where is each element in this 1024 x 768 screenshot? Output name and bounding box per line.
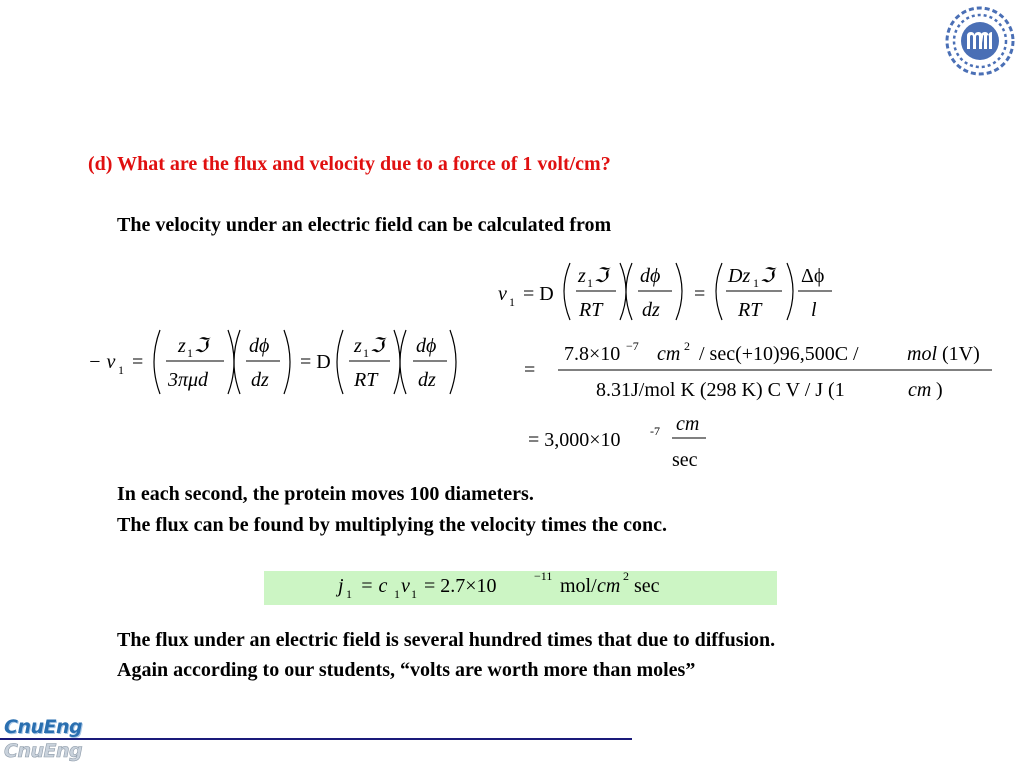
eq-frac3-den: RT <box>738 299 762 321</box>
eq-left-equals-D: = D <box>300 351 331 373</box>
eq-left-frac3-num: z <box>354 335 362 357</box>
eq-left-frac4-den: dz <box>418 369 436 391</box>
eq-flux-unit-b-exp: 2 <box>623 569 629 583</box>
eq-num-c: / sec(+10)96,500C / <box>699 343 859 365</box>
eq-left-lhs: − v <box>88 351 116 373</box>
eq-result-frac-den: sec <box>672 449 698 471</box>
eq-frac2-num: dϕ <box>640 265 661 287</box>
eq-flux-value: = 2.7×10 <box>424 575 497 597</box>
eq-flux-c-sub: 1 <box>394 587 400 601</box>
eq-flux-v-sub: 1 <box>411 587 417 601</box>
footer-divider <box>0 738 632 740</box>
eq-left-lhs-sub: 1 <box>118 363 124 377</box>
eq-left-frac1-num-tail: ℑ <box>194 335 208 357</box>
eq-num-e: (1V) <box>942 343 980 365</box>
eq-frac3-num-tail: ℑ <box>760 265 774 287</box>
eq-frac4-den: l <box>811 299 817 321</box>
eq-num-d: mol <box>907 343 937 365</box>
eq-num-b: cm <box>657 343 681 365</box>
eq-flux-unit-a: mol/ <box>560 575 597 597</box>
eq-den-a: 8.31J/mol K (298 K) C V / J (1 <box>596 379 845 401</box>
eq-frac2-den: dz <box>642 299 660 321</box>
eq-flux-j-sub: 1 <box>346 587 352 601</box>
eq-left-frac1-num-sub: 1 <box>187 346 193 360</box>
eq-frac3-num: Dz <box>728 265 751 287</box>
eq-left-frac3-den: RT <box>354 369 378 391</box>
result-line-2: The flux can be found by multiplying the velocity times the conc. <box>117 514 668 536</box>
eq-frac4-num: Δϕ <box>801 265 825 287</box>
eq-frac3-num-sub: 1 <box>753 276 759 290</box>
eq-left-frac3-num-tail: ℑ <box>370 335 384 357</box>
eq-flux-unit-c: sec <box>634 575 660 597</box>
question-heading: (d) What are the flux and velocity due to a force of 1 volt/cm? <box>88 153 611 175</box>
eq-flux-exp: −11 <box>534 569 553 583</box>
eq-equals-2: = <box>694 283 706 305</box>
eq-left-frac1-num: z <box>178 335 186 357</box>
eq-result-exp: -7 <box>650 424 660 438</box>
eq-flux-v: v <box>401 575 410 597</box>
eq-left-equals: = <box>132 351 144 373</box>
eq-frac1-den: RT <box>579 299 603 321</box>
eq-left-frac3-num-sub: 1 <box>363 346 369 360</box>
eq-den-b: cm <box>908 379 932 401</box>
eq-frac1-num: z <box>578 265 586 287</box>
footer-brand-logo-shadow: CnuEng <box>4 740 83 762</box>
eq-num-a: 7.8×10 <box>564 343 621 365</box>
eq-flux-unit-b: cm <box>597 575 621 597</box>
eq-num-a-exp: −7 <box>626 339 639 353</box>
eq-left-frac2-den: dz <box>251 369 269 391</box>
eq-flux-j: j <box>338 575 344 597</box>
eq-result-value: = 3,000×10 <box>528 429 621 451</box>
velocity-result <box>524 412 724 472</box>
velocity-equation-general <box>498 258 838 324</box>
eq-left-frac1-den: 3πμd <box>168 369 209 391</box>
eq-result-frac-num: cm <box>676 413 700 435</box>
velocity-numeric-substitution <box>524 338 994 408</box>
result-line-1: In each second, the protein moves 100 diameters. <box>117 483 534 505</box>
university-seal-icon <box>945 6 1015 76</box>
eq-left-frac4-num: dϕ <box>416 335 437 357</box>
eq-v-symbol: v <box>498 283 507 305</box>
eq-frac1-num-sub: 1 <box>587 276 593 290</box>
conclusion-line-1: The flux under an electric field is several hundred times that due to diffusion. <box>117 629 776 651</box>
eq-num-b-exp: 2 <box>684 339 690 353</box>
flux-equation <box>338 568 698 608</box>
eq-frac1-num-tail: ℑ <box>594 265 608 287</box>
intro-text: The velocity under an electric field can be calculated from <box>117 214 612 236</box>
eq-equals-D: = D <box>523 283 554 305</box>
eq-num-equals: = <box>524 359 536 381</box>
conclusion-line-2: Again according to our students, “volts are worth more than moles” <box>117 659 696 681</box>
eq-flux-eq-c: = c <box>360 575 388 597</box>
eq-left-frac2-num: dϕ <box>249 335 270 357</box>
eq-v-subscript: 1 <box>509 295 515 309</box>
velocity-equation-stokes <box>88 326 468 398</box>
footer-brand-logo: CnuEng <box>4 716 83 738</box>
eq-den-c: ) <box>936 379 943 401</box>
